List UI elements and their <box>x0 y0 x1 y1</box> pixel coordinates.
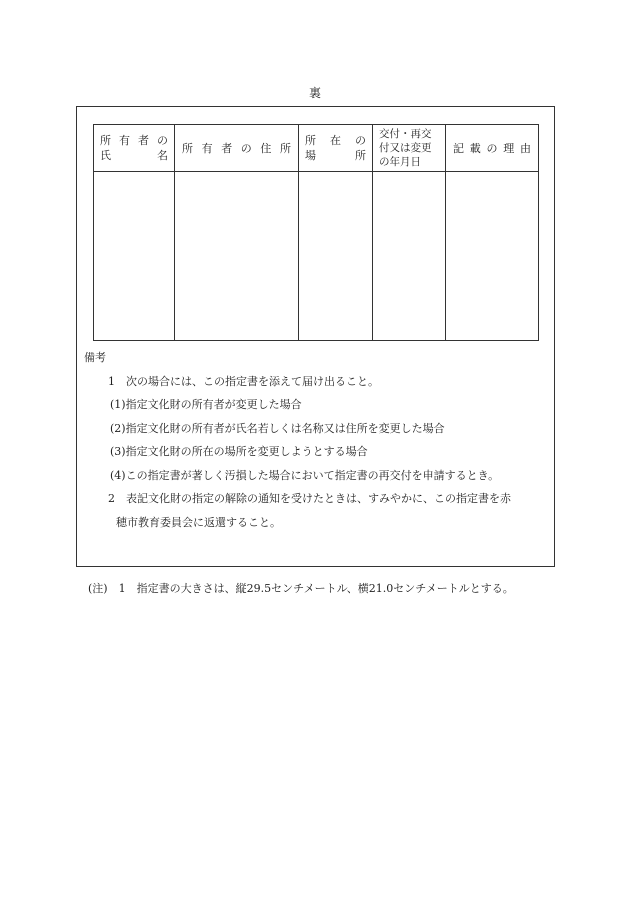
note-subitem-4: (4)この指定書が著しく汚損した場合において指定書の再交付を申請するとき。 <box>110 468 500 482</box>
header-char: 所 <box>182 142 193 155</box>
header-char: 理 <box>503 142 515 155</box>
header-line: の年月日 <box>379 156 421 168</box>
note-item-2: 2 表記文化財の指定の解除の通知を受けたときは、すみやかに、この指定書を赤 <box>108 492 511 505</box>
page-title: 裏 <box>308 86 321 100</box>
header-row <box>94 125 539 172</box>
header-char: 氏 <box>100 149 111 162</box>
header-char: の <box>240 142 252 155</box>
header-char: 所 <box>279 142 291 155</box>
note-item-2-continued: 穂市教育委員会に返還すること。 <box>116 515 281 529</box>
notes-heading: 備考 <box>84 351 106 364</box>
header-char: 場 <box>305 149 316 162</box>
header-line: 付又は変更 <box>379 142 432 154</box>
table-row <box>94 172 539 341</box>
header-char: 記 <box>453 142 464 155</box>
header-line: 交付・再交 <box>379 128 432 140</box>
header-char: 所 <box>100 134 111 147</box>
header-char: 者 <box>138 134 149 147</box>
register-table <box>93 124 539 341</box>
cell-owner-address <box>175 172 299 341</box>
header-char: 名 <box>157 149 168 162</box>
cell-reason <box>446 172 539 341</box>
note-subitem-1: (1)指定文化財の所有者が変更した場合 <box>110 398 302 411</box>
footnote: (注) 1 指定書の大きさは、縦29.5センチメートル、横21.0センチメートルとする。 <box>88 582 514 595</box>
header-char: 由 <box>520 142 531 155</box>
cell-owner-name <box>94 172 175 341</box>
header-char: 在 <box>330 134 341 147</box>
header-issue-date <box>373 125 446 172</box>
header-char: 者 <box>221 142 233 155</box>
header-owner-name <box>94 125 175 172</box>
note-item-1: 1 次の場合には、この指定書を添えて届け出ること。 <box>108 374 379 388</box>
header-owner-address <box>175 125 299 172</box>
header-reason <box>446 125 539 172</box>
header-char: 所 <box>305 134 316 147</box>
header-char: の <box>157 134 168 147</box>
note-subitem-3: (3)指定文化財の所在の場所を変更しようとする場合 <box>110 445 368 458</box>
header-char: 有 <box>201 142 213 155</box>
header-char: 所 <box>355 149 366 162</box>
header-char: の <box>486 142 498 155</box>
header-char: 住 <box>260 142 272 155</box>
cell-issue-date <box>373 172 446 341</box>
note-subitem-2: (2)指定文化財の所有者が氏名若しくは名称又は住所を変更した場合 <box>110 421 445 435</box>
header-char: 有 <box>119 134 130 147</box>
header-location <box>299 125 373 172</box>
header-char: の <box>355 134 366 147</box>
cell-location <box>299 172 373 341</box>
header-char: 載 <box>469 142 481 155</box>
notes-section <box>84 346 511 534</box>
